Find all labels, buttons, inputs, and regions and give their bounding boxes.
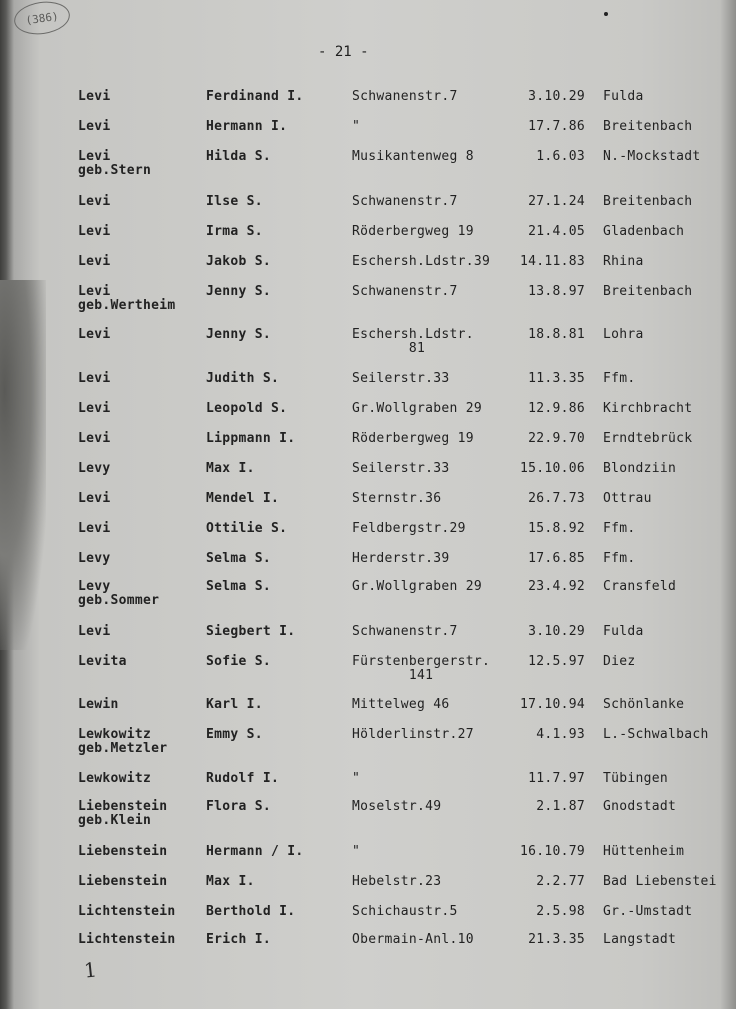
page-number: - 21 - — [318, 44, 369, 60]
street-cell: Eschersh.Ldstr. 81 — [352, 327, 474, 356]
birth-place-cell: Cransfeld — [603, 579, 677, 594]
birth-date-cell: 12.9.86 — [528, 401, 585, 416]
surname-cell: Liebenstein — [78, 874, 168, 889]
surname-cell: Levi — [78, 431, 111, 446]
birth-date-cell: 21.4.05 — [528, 224, 585, 239]
street-cell: Gr.Wollgraben 29 — [352, 401, 483, 416]
birth-date-cell: 27.1.24 — [528, 194, 585, 209]
surname-cell: Levi — [78, 491, 111, 506]
birth-date-cell: 2.5.98 — [536, 904, 585, 919]
birth-place-cell: Bad Liebenstei — [603, 874, 717, 889]
street-cell: " — [352, 771, 361, 786]
first-name-cell: Judith S. — [206, 371, 280, 386]
handwritten-mark: 1 — [82, 957, 98, 983]
first-name-cell: Sofie S. — [206, 654, 272, 669]
birth-place-cell: Gnodstadt — [603, 799, 677, 814]
surname-cell: Levy — [78, 551, 111, 566]
first-name-cell: Hilda S. — [206, 149, 272, 164]
birth-date-cell: 15.8.92 — [528, 521, 585, 536]
first-name-cell: Flora S. — [206, 799, 272, 814]
list-row — [0, 328, 736, 368]
street-cell: Moselstr.49 — [352, 799, 442, 814]
surname-cell: Levi — [78, 327, 111, 342]
birth-place-cell: Hüttenheim — [603, 844, 685, 859]
birth-date-cell: 16.10.79 — [519, 844, 585, 859]
surname-cell: Levi — [78, 624, 111, 639]
street-cell: Röderbergweg 19 — [352, 431, 474, 446]
street-cell: Schichaustr.5 — [352, 904, 458, 919]
birth-date-cell: 15.10.06 — [519, 461, 585, 476]
first-name-cell: Ferdinand I. — [206, 89, 304, 104]
birth-place-cell: Diez — [603, 654, 636, 669]
surname-cell: Lewin — [78, 697, 119, 712]
birth-date-cell: 14.11.83 — [519, 254, 585, 269]
first-name-cell: Max I. — [206, 874, 255, 889]
first-name-cell: Ottilie S. — [206, 521, 288, 536]
surname-cell: Levi — [78, 224, 111, 239]
street-cell: Schwanenstr.7 — [352, 194, 458, 209]
street-cell: Hölderlinstr.27 — [352, 727, 474, 742]
birth-date-cell: 3.10.29 — [528, 624, 585, 639]
street-cell: Schwanenstr.7 — [352, 89, 458, 104]
birth-date-cell: 22.9.70 — [528, 431, 585, 446]
surname-cell: Levi — [78, 401, 111, 416]
street-cell: " — [352, 119, 361, 134]
archive-stamp: (386) — [12, 0, 72, 38]
surname-cell: Levi — [78, 89, 111, 104]
surname-cell: Levi — [78, 194, 111, 209]
birth-place-cell: Lohra — [603, 327, 644, 342]
street-cell: " — [352, 844, 361, 859]
birth-date-cell: 17.6.85 — [528, 551, 585, 566]
birth-place-cell: Fulda — [603, 89, 644, 104]
surname-cell: Lewkowitz — [78, 771, 152, 786]
birth-date-cell: 2.2.77 — [536, 874, 585, 889]
list-row — [0, 285, 736, 325]
street-cell: Mittelweg 46 — [352, 697, 450, 712]
first-name-cell: Karl I. — [206, 697, 263, 712]
street-cell: Seilerstr.33 — [352, 461, 450, 476]
birth-date-cell: 1.6.03 — [536, 149, 585, 164]
first-name-cell: Irma S. — [206, 224, 263, 239]
birth-date-cell: 2.1.87 — [536, 799, 585, 814]
street-cell: Feldbergstr.29 — [352, 521, 466, 536]
birth-date-cell: 13.8.97 — [528, 284, 585, 299]
birth-place-cell: Breitenbach — [603, 119, 693, 134]
street-cell: Fürstenbergerstr. 141 — [352, 654, 491, 683]
street-cell: Schwanenstr.7 — [352, 624, 458, 639]
first-name-cell: Max I. — [206, 461, 255, 476]
birth-place-cell: Gr.-Umstadt — [603, 904, 693, 919]
birth-date-cell: 17.10.94 — [519, 697, 585, 712]
birth-date-cell: 11.3.35 — [528, 371, 585, 386]
surname-cell: Levi geb.Stern — [78, 149, 152, 178]
first-name-cell: Hermann / I. — [206, 844, 304, 859]
street-cell: Obermain-Anl.10 — [352, 932, 474, 947]
birth-place-cell: Ottrau — [603, 491, 652, 506]
first-name-cell: Rudolf I. — [206, 771, 280, 786]
street-cell: Seilerstr.33 — [352, 371, 450, 386]
surname-cell: Levi — [78, 254, 111, 269]
street-cell: Gr.Wollgraben 29 — [352, 579, 483, 594]
list-row — [0, 800, 736, 840]
first-name-cell: Selma S. — [206, 551, 272, 566]
surname-cell: Levi — [78, 119, 111, 134]
street-cell: Herderstr.39 — [352, 551, 450, 566]
birth-place-cell: Ffm. — [603, 521, 636, 536]
birth-place-cell: Ffm. — [603, 371, 636, 386]
first-name-cell: Emmy S. — [206, 727, 263, 742]
first-name-cell: Siegbert I. — [206, 624, 296, 639]
street-cell: Schwanenstr.7 — [352, 284, 458, 299]
birth-place-cell: L.-Schwalbach — [603, 727, 709, 742]
birth-date-cell: 4.1.93 — [536, 727, 585, 742]
birth-place-cell: Tübingen — [603, 771, 669, 786]
street-cell: Hebelstr.23 — [352, 874, 442, 889]
surname-cell: Levi — [78, 371, 111, 386]
first-name-cell: Ilse S. — [206, 194, 263, 209]
first-name-cell: Erich I. — [206, 932, 272, 947]
street-cell: Eschersh.Ldstr.39 — [352, 254, 491, 269]
list-row — [0, 580, 736, 620]
birth-place-cell: Breitenbach — [603, 194, 693, 209]
birth-place-cell: Schönlanke — [603, 697, 685, 712]
list-row — [0, 933, 736, 973]
first-name-cell: Jakob S. — [206, 254, 272, 269]
surname-cell: Lichtenstein — [78, 932, 176, 947]
birth-place-cell: Langstadt — [603, 932, 677, 947]
birth-date-cell: 21.3.35 — [528, 932, 585, 947]
first-name-cell: Jenny S. — [206, 284, 272, 299]
ink-dot — [604, 12, 608, 16]
first-name-cell: Jenny S. — [206, 327, 272, 342]
surname-cell: Levita — [78, 654, 127, 669]
first-name-cell: Berthold I. — [206, 904, 296, 919]
surname-cell: Lichtenstein — [78, 904, 176, 919]
list-row — [0, 728, 736, 768]
birth-place-cell: Erndtebrück — [603, 431, 693, 446]
birth-place-cell: Kirchbracht — [603, 401, 693, 416]
birth-date-cell: 11.7.97 — [528, 771, 585, 786]
birth-place-cell: Rhina — [603, 254, 644, 269]
birth-date-cell: 23.4.92 — [528, 579, 585, 594]
list-row — [0, 150, 736, 190]
surname-cell: Liebenstein geb.Klein — [78, 799, 168, 828]
birth-place-cell: Breitenbach — [603, 284, 693, 299]
surname-cell: Levy — [78, 461, 111, 476]
street-cell: Röderbergweg 19 — [352, 224, 474, 239]
birth-place-cell: Blondziin — [603, 461, 677, 476]
birth-place-cell: Fulda — [603, 624, 644, 639]
birth-place-cell: N.-Mockstadt — [603, 149, 701, 164]
birth-date-cell: 17.7.86 — [528, 119, 585, 134]
surname-cell: Levi — [78, 521, 111, 536]
birth-place-cell: Ffm. — [603, 551, 636, 566]
surname-cell: Liebenstein — [78, 844, 168, 859]
birth-date-cell: 3.10.29 — [528, 89, 585, 104]
first-name-cell: Mendel I. — [206, 491, 280, 506]
surname-cell: Lewkowitz geb.Metzler — [78, 727, 168, 756]
first-name-cell: Selma S. — [206, 579, 272, 594]
birth-date-cell: 26.7.73 — [528, 491, 585, 506]
surname-cell: Levi geb.Wertheim — [78, 284, 176, 313]
street-cell: Sternstr.36 — [352, 491, 442, 506]
list-row — [0, 655, 736, 695]
surname-cell: Levy geb.Sommer — [78, 579, 160, 608]
first-name-cell: Leopold S. — [206, 401, 288, 416]
street-cell: Musikantenweg 8 — [352, 149, 474, 164]
first-name-cell: Lippmann I. — [206, 431, 296, 446]
birth-date-cell: 12.5.97 — [528, 654, 585, 669]
birth-date-cell: 18.8.81 — [528, 327, 585, 342]
birth-place-cell: Gladenbach — [603, 224, 685, 239]
first-name-cell: Hermann I. — [206, 119, 288, 134]
